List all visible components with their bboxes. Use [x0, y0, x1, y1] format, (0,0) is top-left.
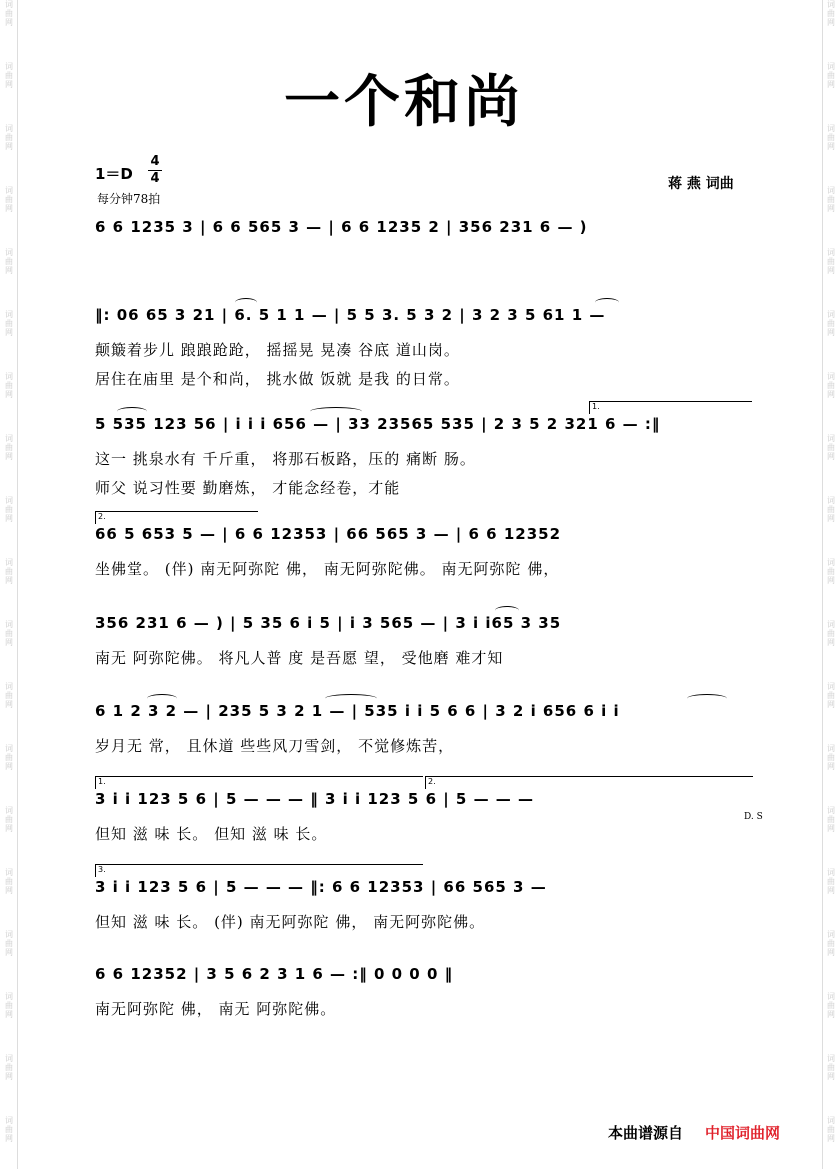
- author-credit: 蒋 燕 词曲: [668, 176, 734, 192]
- lyric-verse-2: 居住在庙里 是个和尚， 挑水做 饭就 是我 的日常。: [95, 370, 460, 388]
- volta-bracket: 3.: [95, 864, 423, 877]
- lyric-verse-1: 这一 挑泉水有 千斤重， 将那石板路，压的 痛断 肠。: [95, 450, 476, 468]
- dal-segno-mark: D. S: [744, 812, 763, 822]
- source-label: 本曲谱源自: [608, 1124, 684, 1142]
- key-signature: 1＝D: [95, 165, 133, 183]
- lyric-verse-1: 但知 滋 味 长。 (伴) 南无阿弥陀 佛， 南无阿弥陀佛。: [95, 913, 486, 931]
- time-signature-top: 4: [150, 154, 160, 169]
- lyric-verse-1: 但知 滋 味 长。 但知 滋 味 长。: [95, 825, 328, 843]
- score-notes: 66 5 653 5 — | 6 6 12353 | 66 565 3 — | 6 6 12352: [95, 525, 562, 543]
- score-row-2: [95, 306, 765, 401]
- watermark-mark: 词 曲 网: [5, 0, 13, 27]
- watermark-mark: 词 曲 网: [5, 558, 13, 585]
- volta-bracket: 2.: [425, 776, 753, 789]
- watermark-mark: 词 曲 网: [827, 496, 835, 523]
- watermark-mark: 词 曲 网: [827, 248, 835, 275]
- volta-bracket: 2.: [95, 511, 258, 524]
- source-credit: [608, 1122, 780, 1143]
- lyric-verse-1: 颠簸着步儿 踉踉跄跄， 摇摇晃 晃凑 谷底 道山岗。: [95, 341, 460, 359]
- watermark-mark: 词 曲 网: [5, 992, 13, 1019]
- watermark-mark: 词 曲 网: [5, 868, 13, 895]
- watermark-mark: 词 曲 网: [827, 0, 835, 27]
- score-row-5: [95, 614, 765, 709]
- lyric-verse-1: 南无 阿弥陀佛。 将凡人普 度 是吾愿 望， 受他磨 难才知: [95, 649, 504, 667]
- watermark-mark: 词 曲 网: [827, 186, 835, 213]
- watermark-mark: 词 曲 网: [827, 372, 835, 399]
- watermark-mark: 词 曲 网: [827, 868, 835, 895]
- watermark-mark: 词 曲 网: [5, 434, 13, 461]
- watermark-mark: 词 曲 网: [5, 620, 13, 647]
- watermark-mark: 词 曲 网: [5, 496, 13, 523]
- score-notes: 6 6 12352 | 3 5 6 2 3 1 6 — :‖ 0 0 0 0 ‖: [95, 965, 454, 983]
- left-border: [17, 0, 18, 1169]
- time-signature: [148, 155, 162, 186]
- watermark-mark: 词 曲 网: [5, 186, 13, 213]
- score-row-4: [95, 512, 765, 620]
- score-notes: 356 231 6 — ) | 5 35 6 i 5 | i 3 565 — | 3 i i65 3 35: [95, 614, 562, 632]
- watermark-mark: 词 曲 网: [5, 372, 13, 399]
- watermark-mark: 词 曲 网: [5, 1054, 13, 1081]
- lyric-verse-1: 岁月无 常， 且休道 些些风刀雪剑， 不觉修炼苦，: [95, 737, 455, 755]
- score-row-1: [95, 218, 765, 313]
- lyric-verse-1: 南无阿弥陀 佛， 南无 阿弥陀佛。: [95, 1000, 337, 1018]
- watermark-mark: 词 曲 网: [827, 558, 835, 585]
- song-title: 一个和尚: [284, 69, 524, 135]
- source-site-link[interactable]: 中国词曲网: [705, 1124, 781, 1142]
- watermark-mark: 词 曲 网: [827, 992, 835, 1019]
- watermark-mark: 词 曲 网: [827, 1054, 835, 1081]
- score-notes: 6 1 2 3 2 — | 235 5 3 2 1 — | 535 i i 5 6 6 | 3 2 i 656 6 i i: [95, 702, 620, 720]
- watermark-mark: 词 曲 网: [5, 1116, 13, 1143]
- watermark-mark: 词 曲 网: [827, 1116, 835, 1143]
- lyric-verse-1: 坐佛堂。 (伴) 南无阿弥陀 佛， 南无阿弥陀佛。 南无阿弥陀 佛，: [95, 560, 560, 578]
- watermark-mark: 词 曲 网: [827, 930, 835, 957]
- watermark-mark: 词 曲 网: [827, 62, 835, 89]
- watermark-mark: 词 曲 网: [5, 930, 13, 957]
- right-watermark-strip: [824, 0, 838, 1169]
- score-notes: 6 6 1235 3 | 6 6 565 3 — | 6 6 1235 2 | 356 231 6 — ): [95, 218, 588, 236]
- volta-bracket: 1.: [589, 401, 752, 414]
- score-notes: ‖: 06 65 3 21 | 6. 5 1 1 — | 5 5 3. 5 3 2 | 3 2 3 5 61 1 —: [95, 306, 606, 324]
- score-notes: 5 535 123 56 | i i i 656 — | 33 23565 535 | 2 3 5 2 321 6 — :‖: [95, 415, 661, 433]
- watermark-mark: 词 曲 网: [5, 124, 13, 151]
- watermark-mark: 词 曲 网: [827, 124, 835, 151]
- score-row-3: [95, 402, 765, 510]
- time-signature-bottom: 4: [150, 171, 160, 186]
- score-notes: 3 i i 123 5 6 | 5 — — — ‖ 3 i i 123 5 6 | 5 — — —: [95, 790, 535, 808]
- watermark-mark: 词 曲 网: [827, 682, 835, 709]
- score-row-8: [95, 865, 765, 973]
- watermark-mark: 词 曲 网: [827, 434, 835, 461]
- score-row-9: [95, 965, 765, 1060]
- watermark-mark: 词 曲 网: [5, 248, 13, 275]
- slur-mark: [687, 694, 727, 703]
- watermark-mark: 词 曲 网: [5, 310, 13, 337]
- left-watermark-strip: [2, 0, 16, 1169]
- watermark-mark: 词 曲 网: [827, 620, 835, 647]
- watermark-mark: 词 曲 网: [5, 744, 13, 771]
- right-border: [822, 0, 823, 1169]
- watermark-mark: 词 曲 网: [827, 744, 835, 771]
- watermark-mark: 词 曲 网: [827, 806, 835, 833]
- watermark-mark: 词 曲 网: [5, 806, 13, 833]
- watermark-mark: 词 曲 网: [5, 62, 13, 89]
- tempo-marking: 每分钟78拍: [97, 192, 161, 206]
- lyric-verse-2: 师父 说习性要 勤磨炼， 才能念经卷，才能: [95, 479, 401, 497]
- score-notes: 3 i i 123 5 6 | 5 — — — ‖: 6 6 12353 | 66 565 3 —: [95, 878, 547, 896]
- watermark-mark: 词 曲 网: [827, 310, 835, 337]
- watermark-mark: 词 曲 网: [5, 682, 13, 709]
- volta-bracket: 1.: [95, 776, 423, 789]
